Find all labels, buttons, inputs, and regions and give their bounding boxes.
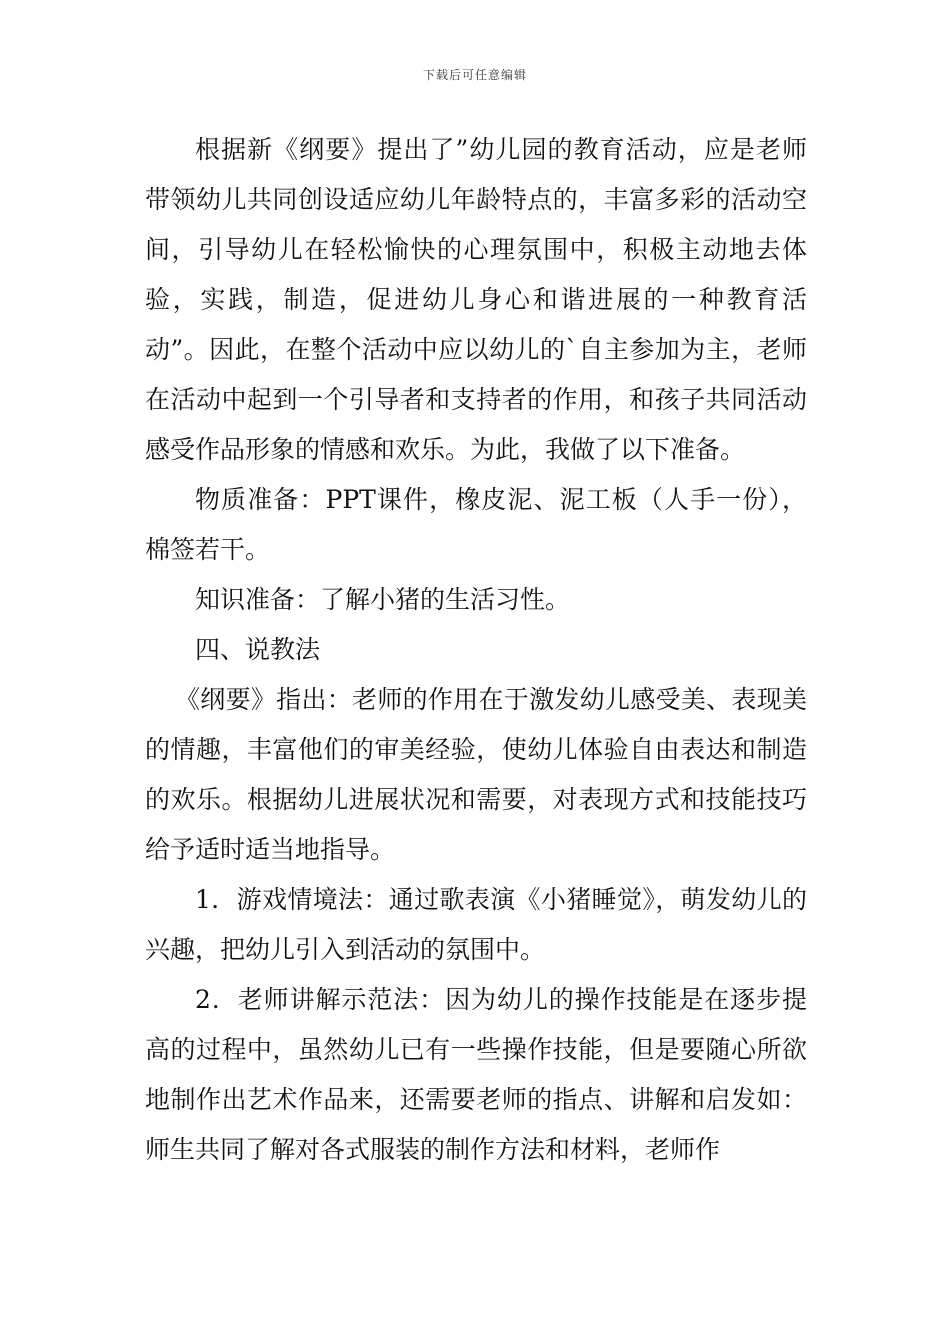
header-note: 下载后可任意编辑	[422, 68, 527, 82]
paragraph-material-prep: 物质准备：PPT课件，橡皮泥、泥工板（人手一份），棉签若干。	[145, 485, 807, 564]
document-body	[145, 125, 807, 1175]
section-heading-teaching-method: 四、说教法	[195, 635, 321, 664]
paragraph-method-1: 1．游戏情境法：通过歌表演《小猪睡觉》，萌发幼儿的兴趣，把幼儿引入到活动的氛围中。	[145, 885, 807, 964]
paragraph-knowledge-prep: 知识准备：了解小猪的生活习性。	[195, 585, 571, 614]
paragraph-outline-quote: 《纲要》指出：老师的作用在于激发幼儿感受美、表现美的情趣，丰富他们的审美经验，使幼儿体验自由表达和制造的欢乐。根据幼儿进展状况和需要，对表现方式和技能技巧给予适时适当地指导。	[145, 685, 807, 864]
paragraph-method-2: 2．老师讲解示范法：因为幼儿的操作技能是在逐步提高的过程中，虽然幼儿已有一些操作技能，但是要随心所欲地制作出艺术作品来，还需要老师的指点、讲解和启发如：师生共同了解对各式服装的制作方法和材料，老师作	[145, 985, 807, 1164]
paragraph-intro: 根据新《纲要》提出了”幼儿园的教育活动，应是老师带领幼儿共同创设适应幼儿年龄特点的，丰富多彩的活动空间，引导幼儿在轻松愉快的心理氛围中，积极主动地去体验，实践，制造，促进幼儿身心和谐进展的一种教育活动”。因此，在整个活动中应以幼儿的`自主参加为主，老师在活动中起到一个引导者和支持者的作用，和孩子共同活动感受作品形象的情感和欢乐。为此，我做了以下准备。	[145, 135, 807, 464]
